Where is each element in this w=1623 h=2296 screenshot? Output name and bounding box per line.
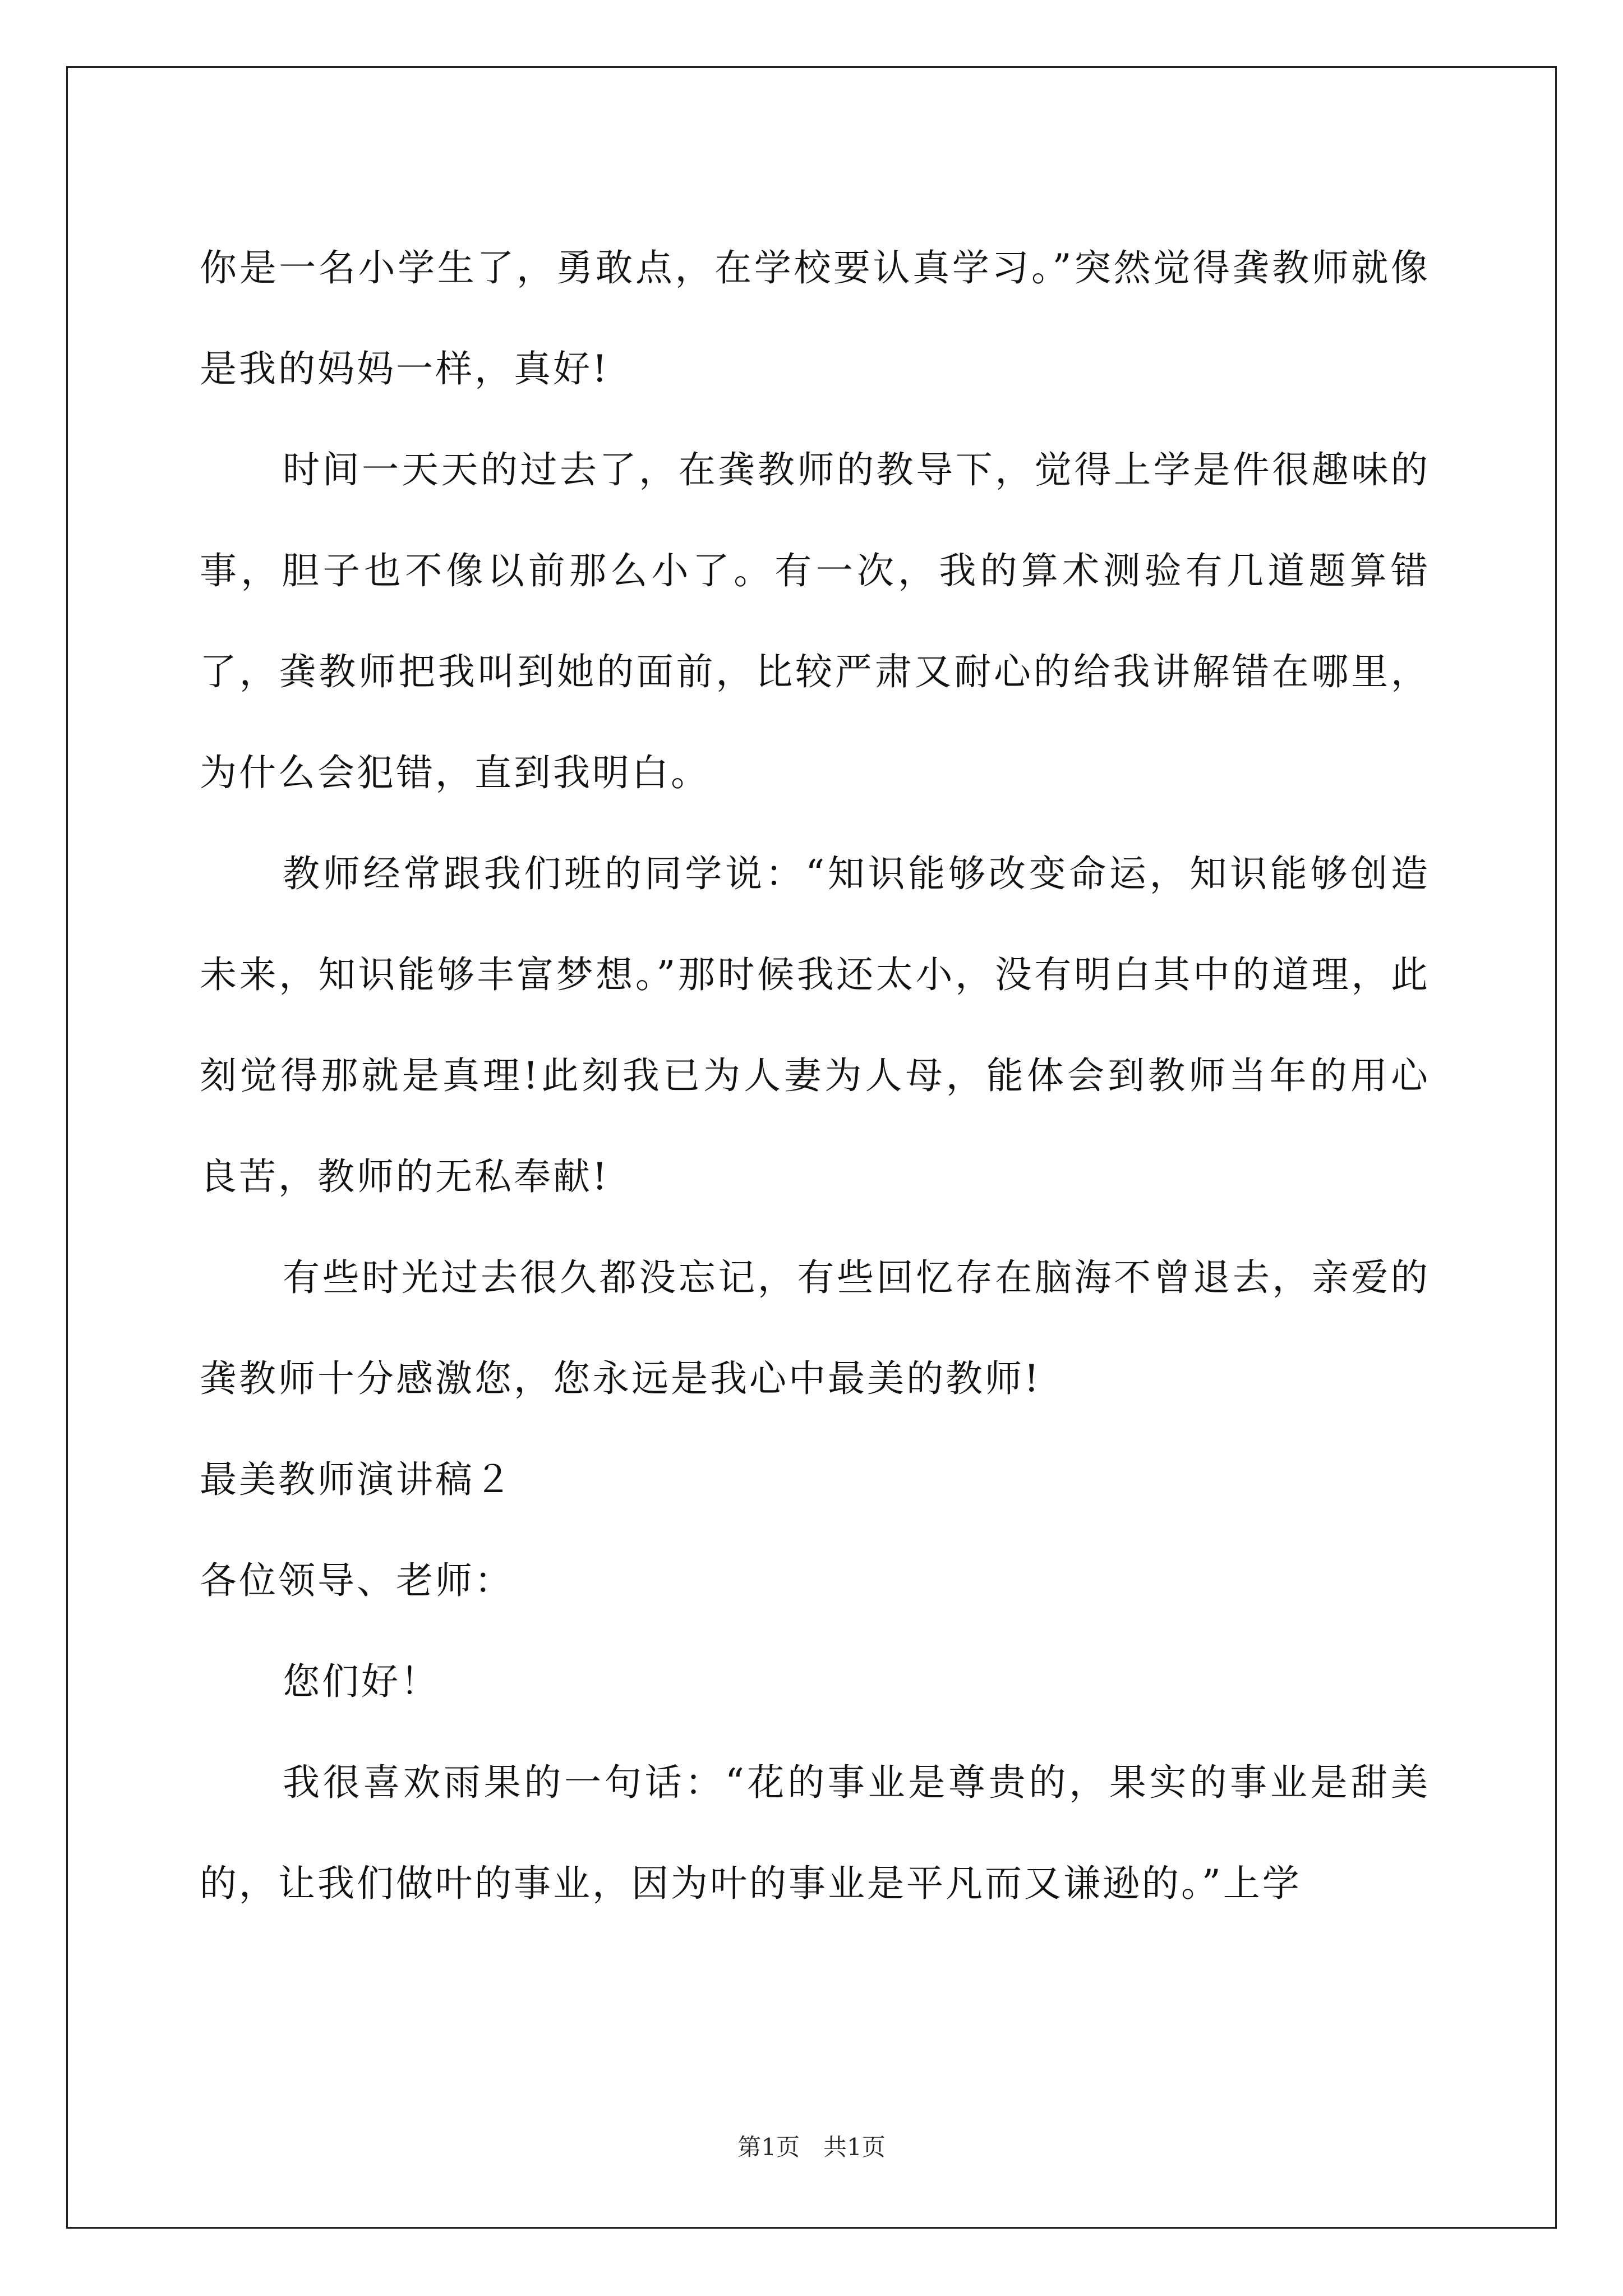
section-heading: 最美教师演讲稿２ bbox=[200, 1458, 514, 1501]
paragraph-2: 时间一天天的过去了，在龚教师的教导下，觉得上学是件很趣味的事，胆子也不像以前那么小了。有一次，我的算术测验有几道题算错了，龚教师把我叫到她的面前，比较严肃又耐心的给我讲解错在哪里，为什么会犯错，直到我明白。 bbox=[200, 448, 1430, 794]
greeting: 您们好！ bbox=[283, 1660, 440, 1703]
paragraph-4: 有些时光过去很久都没忘记，有些回忆存在脑海不曾退去，亲爱的龚教师十分感激您，您永远是我心中最美的教师! bbox=[200, 1256, 1430, 1400]
paragraph-3: 教师经常跟我们班的同学说：“知识能够改变命运，知识能够创造未来，知识能够丰富梦想。”那时候我还太小，没有明白其中的道理，此刻觉得那就是真理!此刻我已为人妻为人母，能体会到教师当年的用心良苦，教师的无私奉献! bbox=[200, 852, 1430, 1198]
page-footer: 第1页 共1页 bbox=[737, 2133, 886, 2161]
document-body bbox=[200, 218, 1430, 1934]
paragraph-1: 你是一名小学生了，勇敢点，在学校要认真学习。”突然觉得龚教师就像是我的妈妈一样，真好! bbox=[200, 246, 1430, 390]
salutation: 各位领导、老师： bbox=[200, 1559, 514, 1602]
paragraph-last: 我很喜欢雨果的一句话：“花的事业是尊贵的，果实的事业是甜美的，让我们做叶的事业，因为叶的事业是平凡而又谦逊的。”上学 bbox=[200, 1761, 1430, 1905]
